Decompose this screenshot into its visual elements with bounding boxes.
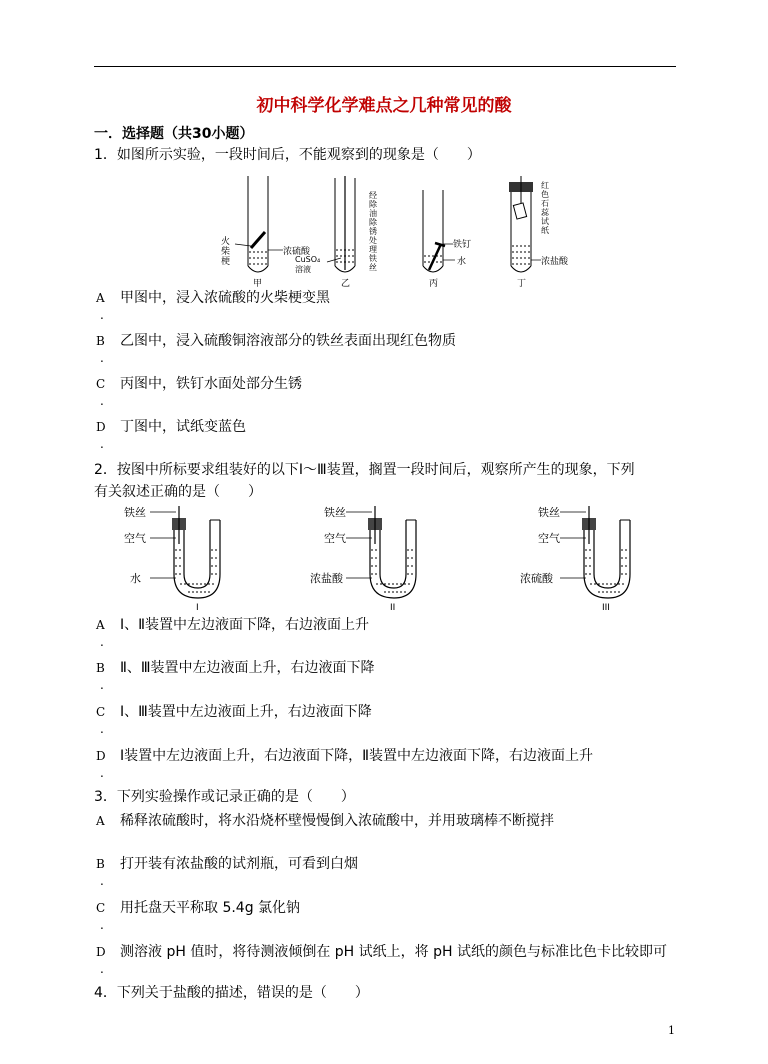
question-2-stem-line1: 2．按图中所标要求组装好的以下Ⅰ～Ⅲ装置，搁置一段时间后，观察所产生的现象，下列: [94, 462, 635, 478]
option-dot: .: [100, 918, 104, 932]
fig2-label: 空气: [324, 532, 346, 545]
fig1-label: 理: [369, 245, 377, 254]
device-3: [520, 505, 630, 612]
fig1-label: 铁钉: [453, 240, 472, 250]
q2-option-d: Ⅰ装置中左边液面上升，右边液面下降，Ⅱ装置中左边液面下降，右边液面上升: [120, 748, 594, 764]
option-dot: .: [100, 722, 104, 736]
question-4-stem: 4．下列关于盐酸的描述，错误的是（ ）: [94, 985, 369, 1001]
q1-option-letter: C: [96, 377, 106, 391]
fig2-label: 空气: [538, 532, 560, 545]
question-3-stem: 3．下列实验操作或记录正确的是（ ）: [94, 789, 355, 805]
fig1-label: CuSO₄: [295, 255, 321, 264]
q2-option-letter: D: [96, 749, 106, 763]
fig2-numeral: II: [390, 603, 396, 612]
fig1-label: 除: [369, 218, 377, 227]
q3-option-letter: B: [96, 857, 105, 871]
fig1-label: 柴: [221, 247, 231, 257]
option-dot: .: [100, 351, 104, 365]
fig2-label: 铁丝: [538, 506, 560, 519]
q3-option-letter: D: [96, 945, 106, 959]
fig1-label: 红: [541, 181, 549, 190]
fig1-label: 丁: [517, 279, 527, 289]
question-2-stem-line2: 有关叙述正确的是（ ）: [94, 484, 262, 500]
fig1-label: 火: [221, 237, 231, 247]
fig1-label: 甲: [253, 279, 263, 289]
header-rule: [94, 66, 676, 67]
fig1-label: 浓盐酸: [541, 257, 569, 267]
q1-option-letter: B: [96, 334, 105, 348]
fig2-label: 浓盐酸: [310, 572, 343, 585]
q2-option-letter: C: [96, 705, 106, 719]
fig2-label: 浓硫酸: [520, 572, 553, 585]
fig1-label: 水: [457, 257, 467, 267]
fig1-label: 乙: [341, 279, 351, 289]
option-dot: .: [100, 678, 104, 692]
q1-option-c: 丙图中，铁钉水面处部分生锈: [120, 376, 302, 392]
fig1-label: 溶液: [295, 265, 311, 274]
section-heading: 一．选择题（共30小题）: [94, 126, 254, 142]
option-dot: .: [100, 394, 104, 408]
fig1-label: 丝: [369, 263, 377, 272]
q2-option-letter: B: [96, 661, 105, 675]
fig1-label: 纸: [541, 226, 549, 235]
fig1-label: 浓硫酸: [283, 247, 311, 257]
q3-option-letter: C: [96, 901, 106, 915]
q3-option-a: 稀释浓硫酸时，将水沿烧杯壁慢慢倒入浓硫酸中，并用玻璃棒不断搅拌: [120, 813, 554, 829]
q1-option-b: 乙图中，浸入硫酸铜溶液部分的铁丝表面出现红色物质: [120, 333, 456, 349]
page-title: 初中科学化学难点之几种常见的酸: [256, 96, 512, 116]
option-dot: .: [100, 766, 104, 780]
fig2-label: 铁丝: [124, 506, 146, 519]
q2-option-a: Ⅰ、Ⅱ装置中左边液面下降，右边液面上升: [120, 617, 370, 633]
fig1-label: 油: [369, 209, 377, 218]
fig1-label: 除: [369, 200, 377, 209]
fig1-label: 色: [541, 190, 549, 199]
q3-option-b: 打开装有浓盐酸的试剂瓶，可看到白烟: [120, 856, 358, 872]
q2-option-c: Ⅰ、Ⅲ装置中左边液面上升，右边液面下降: [120, 704, 372, 720]
device-2: [310, 505, 416, 612]
page-number: 1: [668, 1024, 675, 1037]
fig1-label: 经: [369, 191, 377, 200]
fig1-label: 石: [541, 199, 549, 208]
fig2-numeral: III: [602, 603, 610, 612]
q1-option-letter: A: [96, 291, 105, 305]
fig2-numeral: I: [196, 603, 199, 612]
tube-ding: [509, 176, 569, 289]
option-dot: .: [100, 962, 104, 976]
fig2-label: 铁丝: [324, 506, 346, 519]
q3-option-letter: A: [96, 814, 105, 828]
q2-option-b: Ⅱ、Ⅲ装置中左边液面上升，右边液面下降: [120, 660, 375, 676]
fig2-label: 空气: [124, 532, 146, 545]
q3-option-d: 测溶液 pH 值时，将待测液倾倒在 pH 试纸上，将 pH 试纸的颜色与标准比色卡比较即可: [120, 944, 667, 960]
fig1-label: 蕊: [541, 208, 549, 217]
fig1-label: 处: [369, 236, 377, 245]
fig1-label: 梗: [221, 257, 231, 267]
q2-option-letter: A: [96, 618, 105, 632]
q1-option-letter: D: [96, 420, 106, 434]
question-1-figure: [215, 174, 585, 290]
fig1-label: 锈: [369, 227, 377, 236]
fig2-label: 水: [130, 572, 141, 585]
q1-option-a: 甲图中，浸入浓硫酸的火柴梗变黑: [120, 290, 330, 306]
question-2-figure: [120, 500, 660, 612]
question-1-stem: 1．如图所示实验，一段时间后，不能观察到的现象是（ ）: [94, 147, 481, 163]
tube-yi: [295, 176, 378, 289]
option-dot: .: [100, 635, 104, 649]
fig1-label: 铁: [369, 254, 377, 263]
q3-option-c: 用托盘天平称取 5.4g 氯化钠: [120, 900, 301, 916]
fig1-label: 丙: [429, 279, 439, 289]
q1-option-d: 丁图中，试纸变蓝色: [120, 419, 246, 435]
fig1-label: 试: [541, 217, 549, 226]
option-dot: .: [100, 437, 104, 451]
option-dot: .: [100, 874, 104, 888]
device-1: [124, 505, 220, 612]
tube-bing: [423, 190, 471, 289]
option-dot: .: [100, 308, 104, 322]
